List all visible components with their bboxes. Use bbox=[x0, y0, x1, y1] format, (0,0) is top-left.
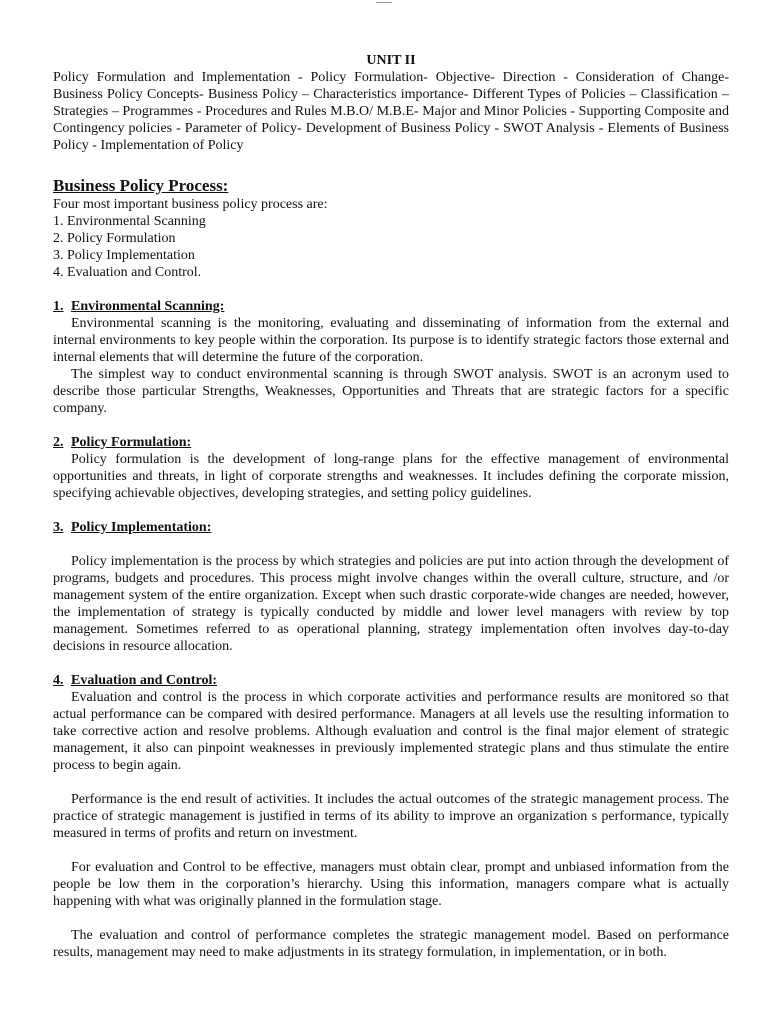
section-heading-evaluation-and-control bbox=[53, 672, 729, 689]
paragraph: For evaluation and Control to be effective, managers must obtain clear, prompt and unbiased information from the people be low them in the corporation’s hierarchy. Using this information, managers compare what is actually happening with what was originally planned in the formulation stage. bbox=[53, 860, 729, 909]
section-heading-environmental-scanning bbox=[53, 298, 729, 315]
document-page bbox=[53, 0, 729, 961]
paragraph: The simplest way to conduct environmental scanning is through SWOT analysis. SWOT is an acronym used to describe those particular Strengths, Weaknesses, Opportunities and Threats that are strategic factors for a specific company. bbox=[53, 367, 729, 416]
paragraph: Evaluation and control is the process in which corporate activities and performance results are monitored so that actual performance can be compared with desired performance. Managers at all levels use the resulting information to take corrective action and resolve problems. Although evaluation and control is the final major element of strategic management, it also can pinpoint weaknesses in previously implemented strategic plans and thus stimulate the entire process to begin again. bbox=[53, 690, 729, 773]
process-heading: Business Policy Process: bbox=[53, 176, 229, 195]
syllabus-paragraph: Policy Formulation and Implementation - Policy Formulation- Objective- Direction - Consideration of Change- Business Policy Concepts- Business Policy – Characteristics importance- Different Types of Policies – Classification – Strategies – Programmes - Procedures and Rules M.B.O/ M.B.E- Major and Minor Policies - Supporting Composite and Contingency policies - Parameter of Policy- Development of Business Policy - SWOT Analysis - Elements of Business Policy - Implementation of Policy bbox=[53, 70, 729, 153]
process-lead: Four most important business policy process are: bbox=[53, 197, 328, 212]
paragraph: Policy formulation is the development of long-range plans for the effective management of environmental opportunities and threats, in light of corporate strengths and weaknesses. It includes defining the corporate mission, specifying achievable objectives, developing strategies, and setting policy guidelines. bbox=[53, 452, 729, 501]
process-list bbox=[53, 213, 729, 281]
list-item: 3. Policy Implementation bbox=[53, 248, 195, 263]
paragraph: Policy implementation is the process by which strategies and policies are put into action through the development of programs, budgets and procedures. This process might involve changes within the overall culture, structure, and /or management system of the entire organization. Except when such drastic corporate-wide changes are needed, however, the implementation of strategy is typically conducted by middle and lower level managers with review by top management. Sometimes referred to as operational planning, strategy implementation often involves day-to-day decisions in resource allocation. bbox=[53, 554, 729, 654]
section-number: 1. bbox=[53, 299, 64, 314]
list-item: 1. Environmental Scanning bbox=[53, 214, 206, 229]
section-title: Environmental Scanning: bbox=[71, 299, 225, 314]
section-number: 2. bbox=[53, 435, 64, 450]
paragraph: Environmental scanning is the monitoring, evaluating and disseminating of information from the external and internal environments to key people within the corporation. Its purpose is to identify strategic factors those external and internal elements that will determine the future of the corporation. bbox=[53, 316, 729, 365]
list-item: 4. Evaluation and Control. bbox=[53, 265, 202, 280]
section-number: 4. bbox=[53, 673, 64, 688]
section-number: 3. bbox=[53, 520, 64, 535]
section-title: Evaluation and Control: bbox=[71, 673, 217, 688]
section-heading-policy-formulation bbox=[53, 434, 729, 451]
paragraph: The evaluation and control of performance completes the strategic management model. Based on performance results, management may need to make adjustments in its strategy formulation, in implementation, or in both. bbox=[53, 928, 729, 960]
paragraph: Performance is the end result of activities. It includes the actual outcomes of the strategic management process. The practice of strategic management is justified in terms of its ability to improve an organization s performance, typically measured in terms of profits and return on investment. bbox=[53, 792, 729, 841]
section-heading-policy-implementation bbox=[53, 519, 729, 536]
list-item: 2. Policy Formulation bbox=[53, 231, 176, 246]
unit-title: UNIT II bbox=[366, 53, 416, 68]
section-title: Policy Formulation: bbox=[71, 435, 192, 450]
section-title: Policy Implementation: bbox=[71, 520, 212, 535]
